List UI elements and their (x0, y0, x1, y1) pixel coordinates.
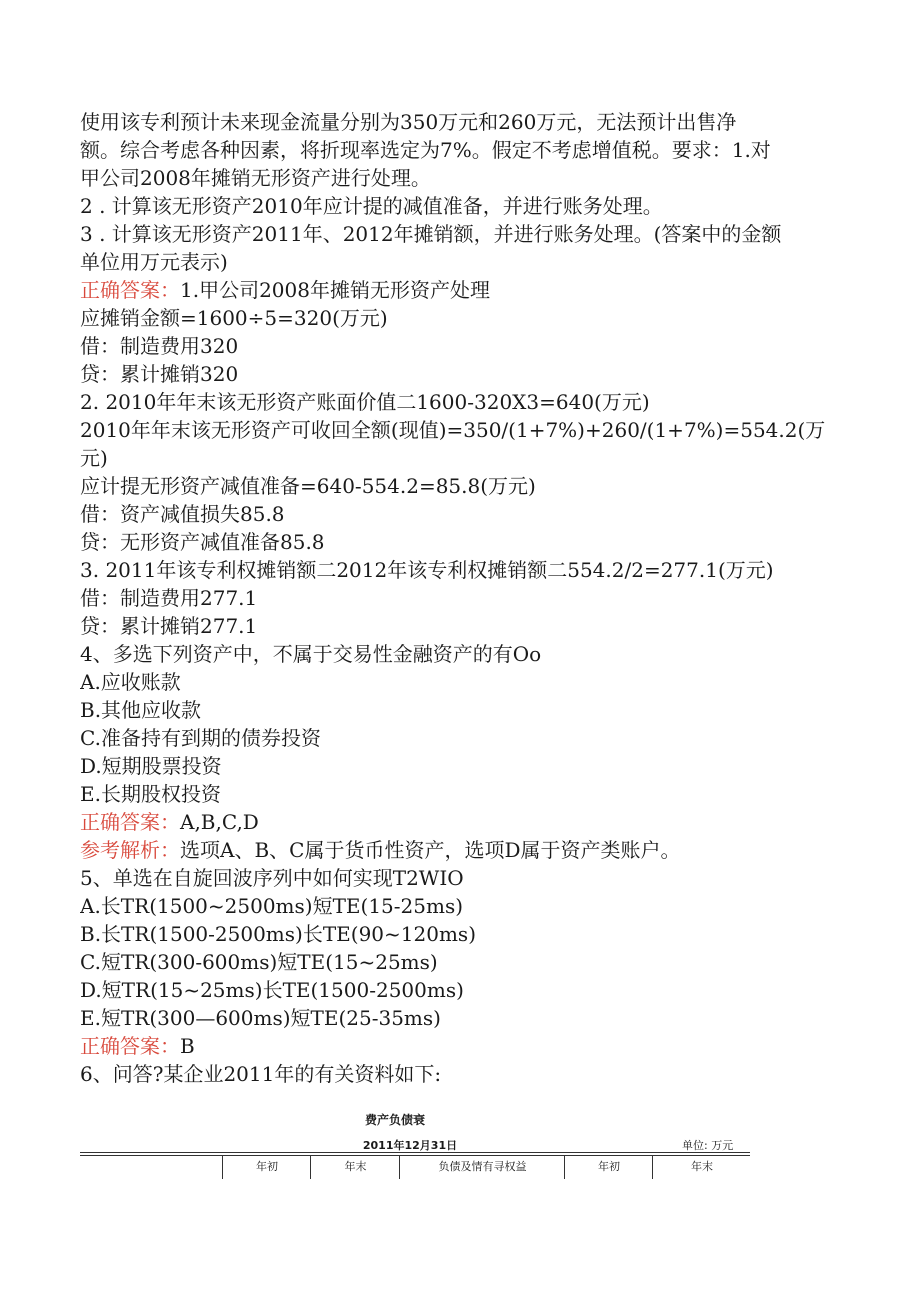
analysis-label: 参考解析： (80, 838, 180, 862)
answer-line (80, 1032, 860, 1060)
analysis-line (80, 836, 860, 864)
text-line: 应摊销金额=1600÷5=320(万元) (80, 306, 388, 330)
table-unit: 单位: 万元 (682, 1139, 734, 1152)
option-line: A.长TR(1500~2500ms)短TE(15-25ms) (80, 894, 464, 918)
text-line: 单位用万元表示) (80, 250, 228, 274)
option-line: E.短TR(300—600ms)短TE(25-35ms) (80, 1006, 441, 1030)
text-line: 2010年年末该无形资产可收回全额(现值)=350/(1+7%)+260/(1+7%)=554.2(万 (80, 418, 826, 442)
text-line: 3 . 计算该无形资产2011年、2012年摊销额，并进行账务处理。(答案中的金额 (80, 222, 782, 246)
answer-line (80, 276, 860, 304)
option-line: A.应收账款 (80, 670, 181, 694)
option-line: C.短TR(300-600ms)短TE(15~25ms) (80, 950, 438, 974)
table-date: 2011年12月31日 (362, 1139, 458, 1152)
table-header-cell: 年初 (222, 1155, 311, 1179)
text-line: 额。综合考虑各种因素，将折现率选定为7%。假定不考虑增值税。要求：1.对 (80, 138, 771, 162)
table-header-cell: 年初 (564, 1155, 653, 1179)
text-body (80, 108, 860, 1088)
text-line: 贷：累计摊销320 (80, 362, 239, 386)
table-header-cell: 年末 (652, 1155, 751, 1179)
option-line: C.准备持有到期的债券投资 (80, 726, 321, 750)
answer-text: B (180, 1034, 195, 1058)
table-header-cell: 年末 (310, 1155, 400, 1179)
text-line: 借：制造费用277.1 (80, 586, 258, 610)
question-line: 6、问答?某企业2011年的有关资料如下: (80, 1062, 442, 1086)
option-line: B.其他应收款 (80, 698, 202, 722)
text-line: 甲公司2008年摊销无形资产进行处理。 (80, 166, 431, 190)
text-line: 贷：无形资产减值准备85.8 (80, 530, 325, 554)
option-line: B.长TR(1500-2500ms)长TE(90~120ms) (80, 922, 476, 946)
option-line: E.长期股权投资 (80, 782, 221, 806)
table-header-cell: 负债及情有寻权益 (399, 1155, 565, 1179)
text-line: 借：制造费用320 (80, 334, 239, 358)
text-line: 使用该专利预计未来现金流量分别为350万元和260万元，无法预计出售净 (80, 110, 737, 134)
option-line: D.短TR(15~25ms)长TE(1500-2500ms) (80, 978, 464, 1002)
answer-text: A,B,C,D (180, 810, 259, 834)
answer-label: 正确答案： (80, 278, 180, 302)
text-line: 2 . 计算该无形资产2010年应计提的减值准备，并进行账务处理。 (80, 194, 663, 218)
table-header-cell (80, 1155, 222, 1179)
option-line: D.短期股票投资 (80, 754, 222, 778)
text-line: 借：资产减值损失85.8 (80, 502, 285, 526)
question-line: 5、单选在自旋回波序列中如何实现T2WIO (80, 866, 464, 890)
text-line: 元) (80, 446, 108, 470)
text-line: 贷：累计摊销277.1 (80, 614, 258, 638)
answer-label: 正确答案： (80, 810, 180, 834)
answer-line (80, 808, 860, 836)
answer-text: 1.甲公司2008年摊销无形资产处理 (180, 278, 490, 302)
text-line: 应计提无形资产减值准备=640-554.2=85.8(万元) (80, 474, 536, 498)
text-line: 2. 2010年年末该无形资产账面价值二1600-320X3=640(万元) (80, 390, 650, 414)
text-line: 3. 2011年该专利权摊销额二2012年该专利权摊销额二554.2/2=277.1(万元) (80, 558, 774, 582)
analysis-text: 选项A、B、C属于货币性资产，选项D属于资产类账户。 (180, 838, 681, 862)
question-line: 4、多选下列资产中，不属于交易性金融资产的有Oo (80, 642, 542, 666)
table-title: 费产负债衰 (364, 1113, 425, 1127)
table-top-rule (80, 1152, 750, 1153)
answer-label: 正确答案： (80, 1034, 180, 1058)
